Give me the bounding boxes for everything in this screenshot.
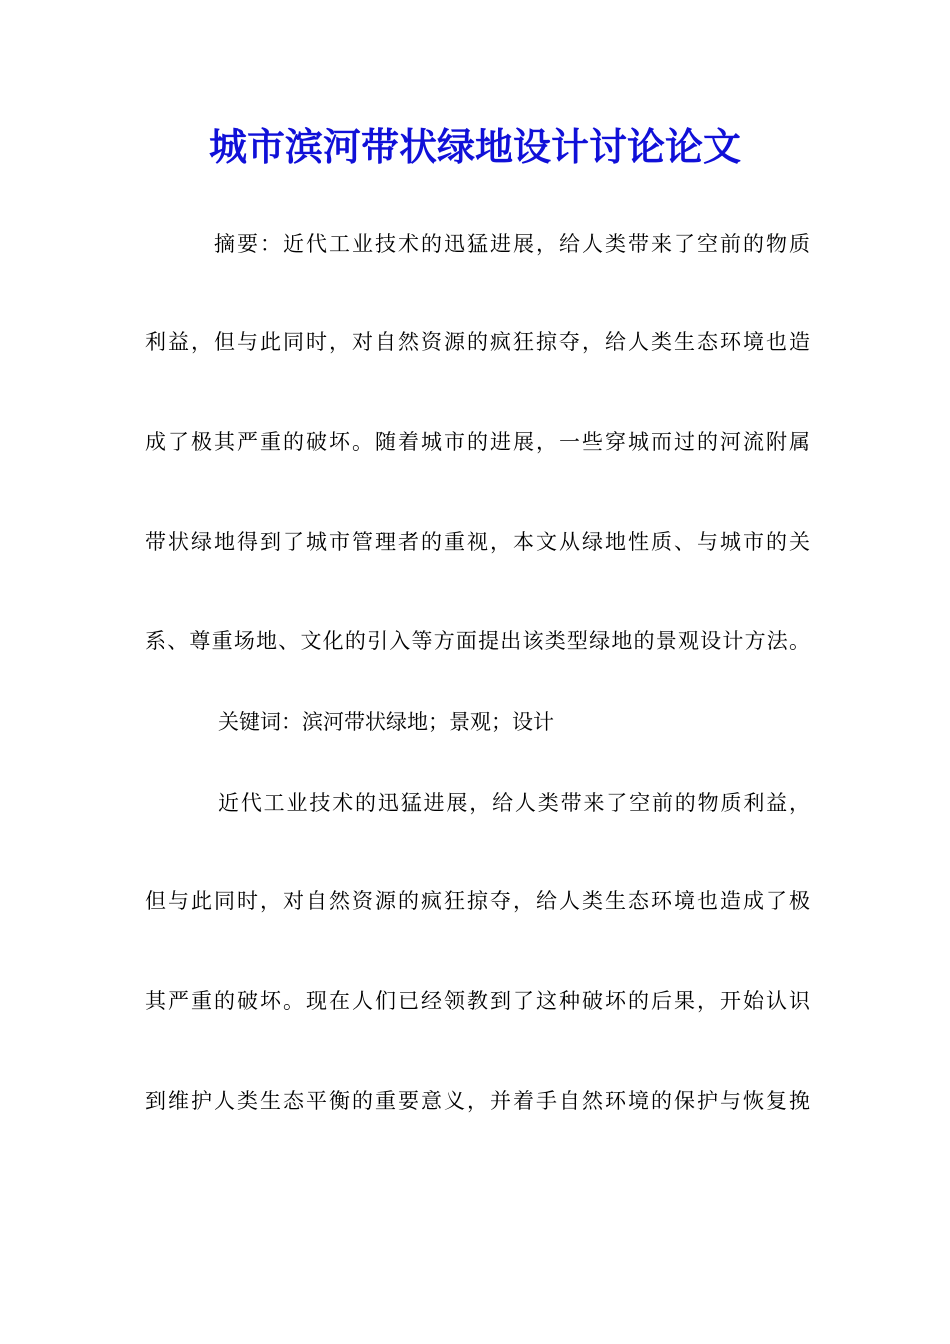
body-line: 但与此同时，对自然资源的疯狂掠夺，给人类生态环境也造成了极 <box>145 889 810 913</box>
body-line: 其严重的破坏。现在人们已经领教到了这种破坏的后果，开始认识 <box>145 989 810 1013</box>
body-line: 近代工业技术的迅猛进展，给人类带来了空前的物质利益， <box>218 791 810 815</box>
abstract-line: 带状绿地得到了城市管理者的重视，本文从绿地性质、与城市的关 <box>145 530 810 554</box>
abstract-line: 系、尊重场地、文化的引入等方面提出该类型绿地的景观设计方法。 <box>145 629 810 653</box>
abstract-line: 摘要：近代工业技术的迅猛进展，给人类带来了空前的物质 <box>214 232 810 256</box>
body-line: 到维护人类生态平衡的重要意义，并着手自然环境的保护与恢复挽 <box>145 1089 810 1113</box>
abstract-line: 成了极其严重的破坏。随着城市的进展，一些穿城而过的河流附属 <box>145 430 810 454</box>
keywords-line: 关键词：滨河带状绿地；景观；设计 <box>218 710 554 734</box>
abstract-line: 利益，但与此同时，对自然资源的疯狂掠夺，给人类生态环境也造 <box>145 330 810 354</box>
document-title: 城市滨河带状绿地设计讨论论文 <box>208 124 741 169</box>
